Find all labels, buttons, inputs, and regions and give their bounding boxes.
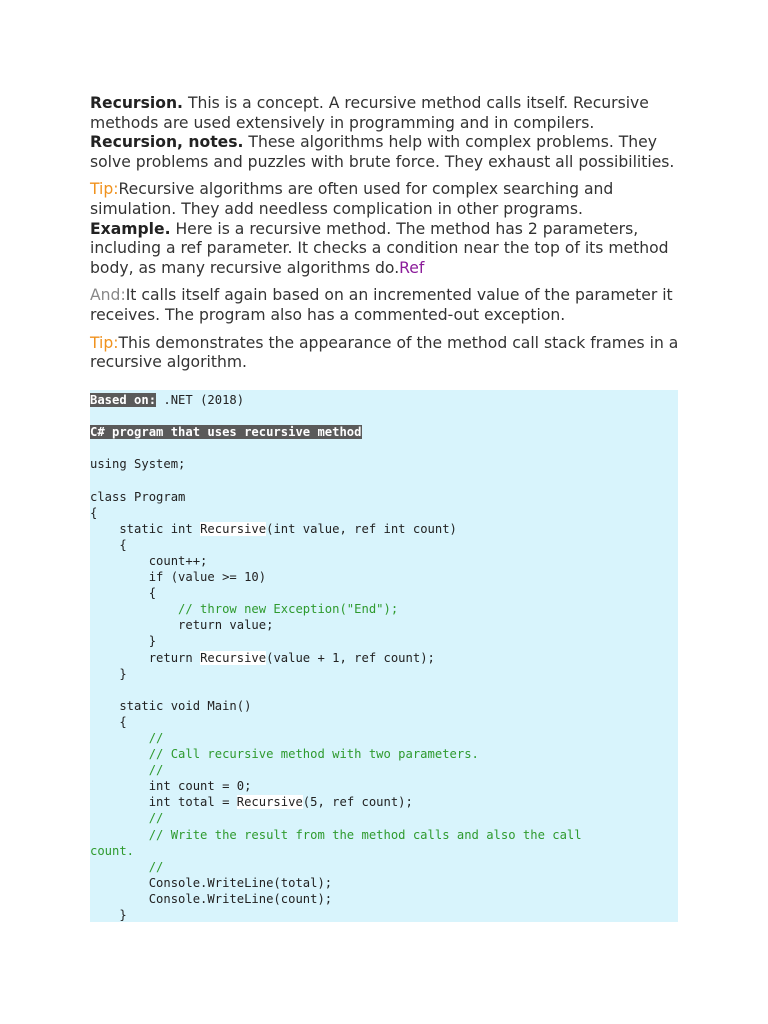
- code-line: (5, ref count);: [302, 795, 413, 810]
- code-line: return value;: [90, 618, 274, 633]
- function-name: Recursive: [200, 521, 267, 536]
- code-comment: //: [90, 730, 164, 745]
- code-line: (value + 1, ref count);: [266, 650, 435, 665]
- code-line: Console.WriteLine(count);: [90, 891, 333, 906]
- code-block: [90, 390, 678, 922]
- term-recursion: Recursion.: [90, 94, 183, 112]
- function-name: Recursive: [236, 795, 303, 810]
- paragraph-recursion: [90, 94, 680, 133]
- paragraph-example: [90, 220, 680, 279]
- paragraph-text: Recursive algorithms are often used for complex searching and simulation. They add needless complication in other programs.: [90, 180, 614, 218]
- paragraph-text: It calls itself again based on an incremented value of the parameter it receives. The program also has a commented-out exception.: [90, 286, 673, 324]
- code-line: (int value, ref int count): [266, 521, 457, 536]
- code-comment: //: [90, 763, 164, 778]
- code-line: class Program: [90, 489, 186, 504]
- code-line: {: [90, 714, 127, 729]
- code-line: {: [90, 505, 98, 520]
- code-line: Console.WriteLine(total);: [90, 875, 333, 890]
- code-comment: //: [90, 859, 164, 874]
- paragraph-recursion-notes: [90, 133, 680, 172]
- code-line: {: [90, 537, 127, 552]
- based-on-value: .NET (2018): [156, 393, 245, 407]
- code-line: using System;: [90, 457, 186, 472]
- code-line: {: [90, 586, 157, 601]
- code-comment: // Write the result from the method calls and also the call: [90, 827, 582, 842]
- ref-link[interactable]: Ref: [399, 258, 425, 277]
- code-comment: count.: [90, 843, 135, 858]
- code-line: if (value >= 10): [90, 570, 267, 585]
- code-listing: [90, 390, 678, 922]
- and-label: And:: [90, 286, 126, 305]
- article-text: [90, 94, 680, 373]
- code-line: int count = 0;: [90, 779, 252, 794]
- code-line: }: [90, 908, 127, 922]
- term-example: Example.: [90, 219, 171, 238]
- tip-label: Tip:: [90, 180, 119, 199]
- code-comment: //: [90, 811, 164, 826]
- code-line: }: [90, 634, 157, 649]
- paragraph-tip-1: [90, 180, 680, 219]
- term-recursion-notes: Recursion, notes.: [90, 133, 244, 152]
- paragraph-text: Here is a recursive method. The method has 2 parameters, including a ref parameter. It checks a condition near the top of its method body, as many recursive algorithms do.: [90, 219, 669, 277]
- paragraph-text: These algorithms help with complex problems. They solve problems and puzzles with brute force. They exhaust all possibilities.: [90, 133, 675, 171]
- code-comment: // throw new Exception("End");: [90, 602, 399, 617]
- function-name: Recursive: [200, 650, 267, 665]
- code-line: return: [90, 650, 201, 665]
- code-line: static int: [90, 521, 201, 536]
- tip-label: Tip:: [90, 333, 119, 352]
- paragraph-text: This is a concept. A recursive method calls itself. Recursive methods are used extensively in programming and in compilers.: [90, 94, 649, 132]
- code-line: static void Main(): [90, 698, 252, 713]
- paragraph-tip-2: [90, 334, 680, 373]
- code-line: int total =: [90, 795, 237, 810]
- code-comment: // Call recursive method with two parameters.: [90, 747, 479, 762]
- paragraph-text: This demonstrates the appearance of the method call stack frames in a recursive algorithm.: [90, 333, 679, 372]
- code-title: C# program that uses recursive method: [90, 425, 362, 440]
- code-line: count++;: [90, 553, 208, 568]
- code-line: }: [90, 666, 127, 681]
- based-on-label: Based on:: [90, 393, 157, 407]
- paragraph-and: [90, 286, 680, 325]
